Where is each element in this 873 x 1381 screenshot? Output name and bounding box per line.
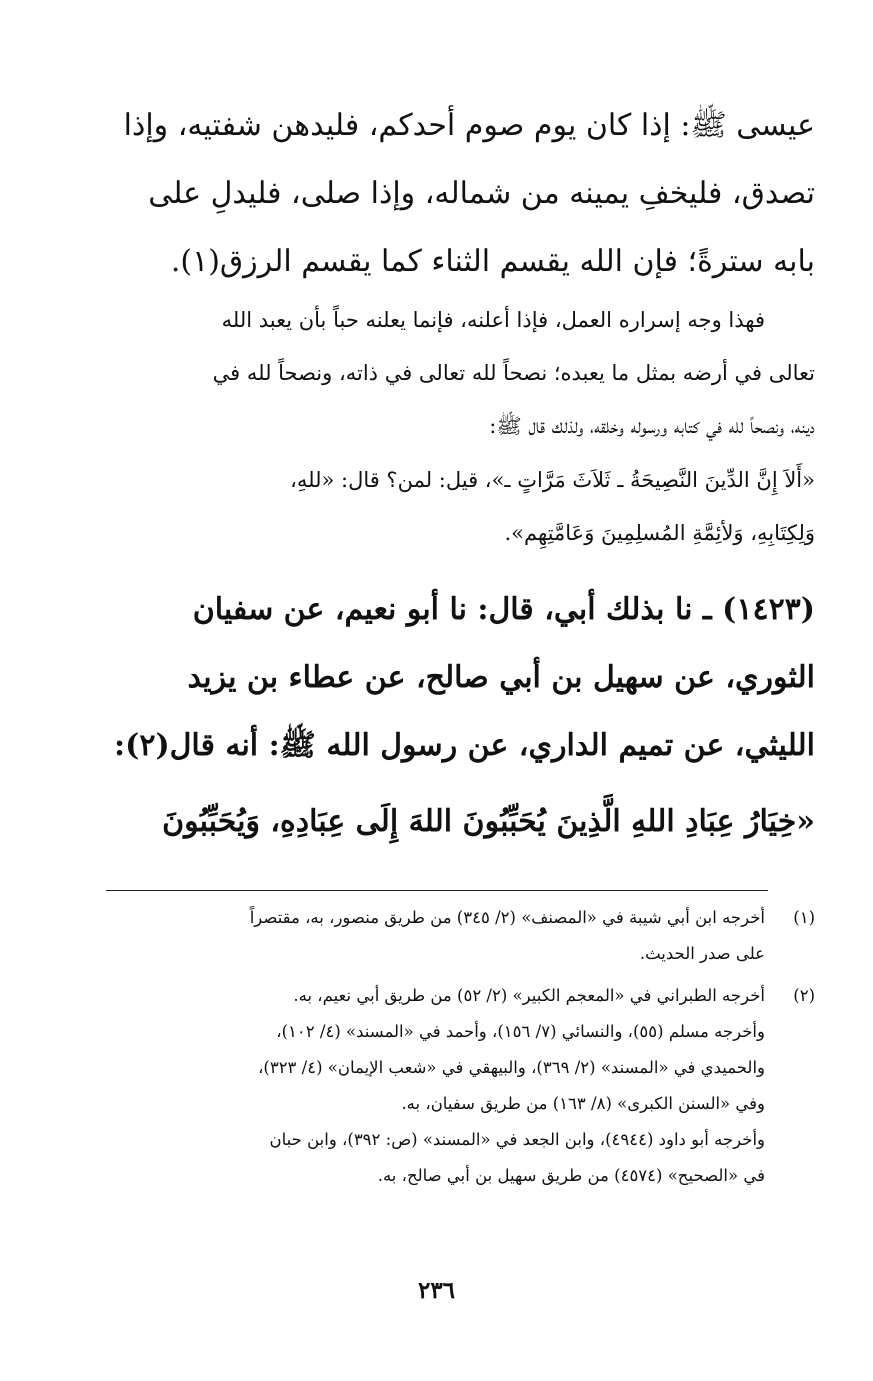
footnote-number: (٢): [793, 986, 815, 1005]
text-line: (١٤٢٣) ـ نا بذلك أبي، قال: نا أبو نعيم، عن سفيان: [192, 592, 815, 627]
footnote-line: والحميدي في «المسند» (٢/ ٣٦٩)، والبيهقي في «شعب الإيمان» (٤/ ٣٢٣)،: [258, 1058, 765, 1077]
footnote-number: (١): [793, 908, 815, 927]
text-line: الليثي، عن تميم الداري، عن رسول الله ﷺ: أنه قال(٢):: [114, 728, 815, 763]
text-line: تعالى في أرضه بمثل ما يعبده؛ نصحاً لله تعالى في ذاته، ونصحاً لله في: [212, 361, 815, 385]
text-line: «أَلاَ إِنَّ الدِّينَ النَّصِيحَةُ ـ ثَلاَثَ مَرَّاتٍ ـ»، قيل: لمن؟ قال: «للهِ،: [290, 468, 815, 492]
text-line: عيسى ﷺ: إذا كان يوم صوم أحدكم، فليدهن شفتيه، وإذا: [123, 108, 815, 143]
text-line: بابه سترةً؛ فإن الله يقسم الثناء كما يقسم الرزق(١).: [170, 244, 815, 279]
top-paragraph: [58, 92, 815, 296]
footnote-line: أخرجه الطبراني في «المعجم الكبير» (٢/ ٥٢) من طريق أبي نعيم، به.: [293, 986, 765, 1005]
footnote-line: في «الصحيح» (٤٥٧٤) من طريق سهيل بن أبي صالح، به.: [377, 1166, 765, 1185]
page-number: ٢٣٦: [417, 1277, 456, 1304]
text-line: دينه، ونصحاً لله في كتابه ورسوله وخلقه، ولذلك قال ﷺ:: [489, 414, 815, 438]
text-line: الثوري، عن سهيل بن أبي صالح، عن عطاء بن يزيد: [187, 660, 815, 695]
footnote-line: وفي «السنن الكبرى» (٨/ ١٦٣) من طريق سفيان، به.: [401, 1094, 765, 1113]
text-line: تصدق، فليخفِ يمينه من شماله، وإذا صلى، فليدلِ على: [148, 176, 815, 211]
text-line: «خِيَارُ عِبَادِ اللهِ الَّذِينَ يُحَبِّبُونَ اللهَ إِلَى عِبَادِهِ، وَيُحَبِّبُونَ: [162, 804, 815, 839]
commentary-paragraph: [58, 294, 815, 453]
footnote-line: على صدر الحديث.: [639, 944, 765, 963]
footnote-line: وأخرجه مسلم (٥٥)، والنسائي (٧/ ١٥٦)، وأحمد في «المسند» (٤/ ١٠٢)،: [276, 1022, 765, 1041]
footnote-line: وأخرجه أبو داود (٤٩٤٤)، وابن الجعد في «المسند» (ص: ٣٩٢)، وابن حبان: [269, 1130, 765, 1149]
narration-paragraph: [58, 576, 815, 856]
footnote: [58, 900, 815, 972]
footnote: [58, 978, 815, 1194]
footnote-separator: [106, 890, 768, 891]
hadith-quote: [58, 454, 815, 560]
footnote-line: أخرجه ابن أبي شيبة في «المصنف» (٢/ ٣٤٥) من طريق منصور، به، مقتصراً: [249, 908, 765, 927]
text-line: فهذا وجه إسراره العمل، فإذا أعلنه، فإنما يعلنه حباً بأن يعبد الله: [221, 308, 765, 332]
footnotes: [58, 900, 815, 1194]
text-line: وَلِكِتَابِهِ، وَلأئِمَّةِ المُسلِمِينَ وَعَامَّتِهِم».: [504, 521, 815, 545]
